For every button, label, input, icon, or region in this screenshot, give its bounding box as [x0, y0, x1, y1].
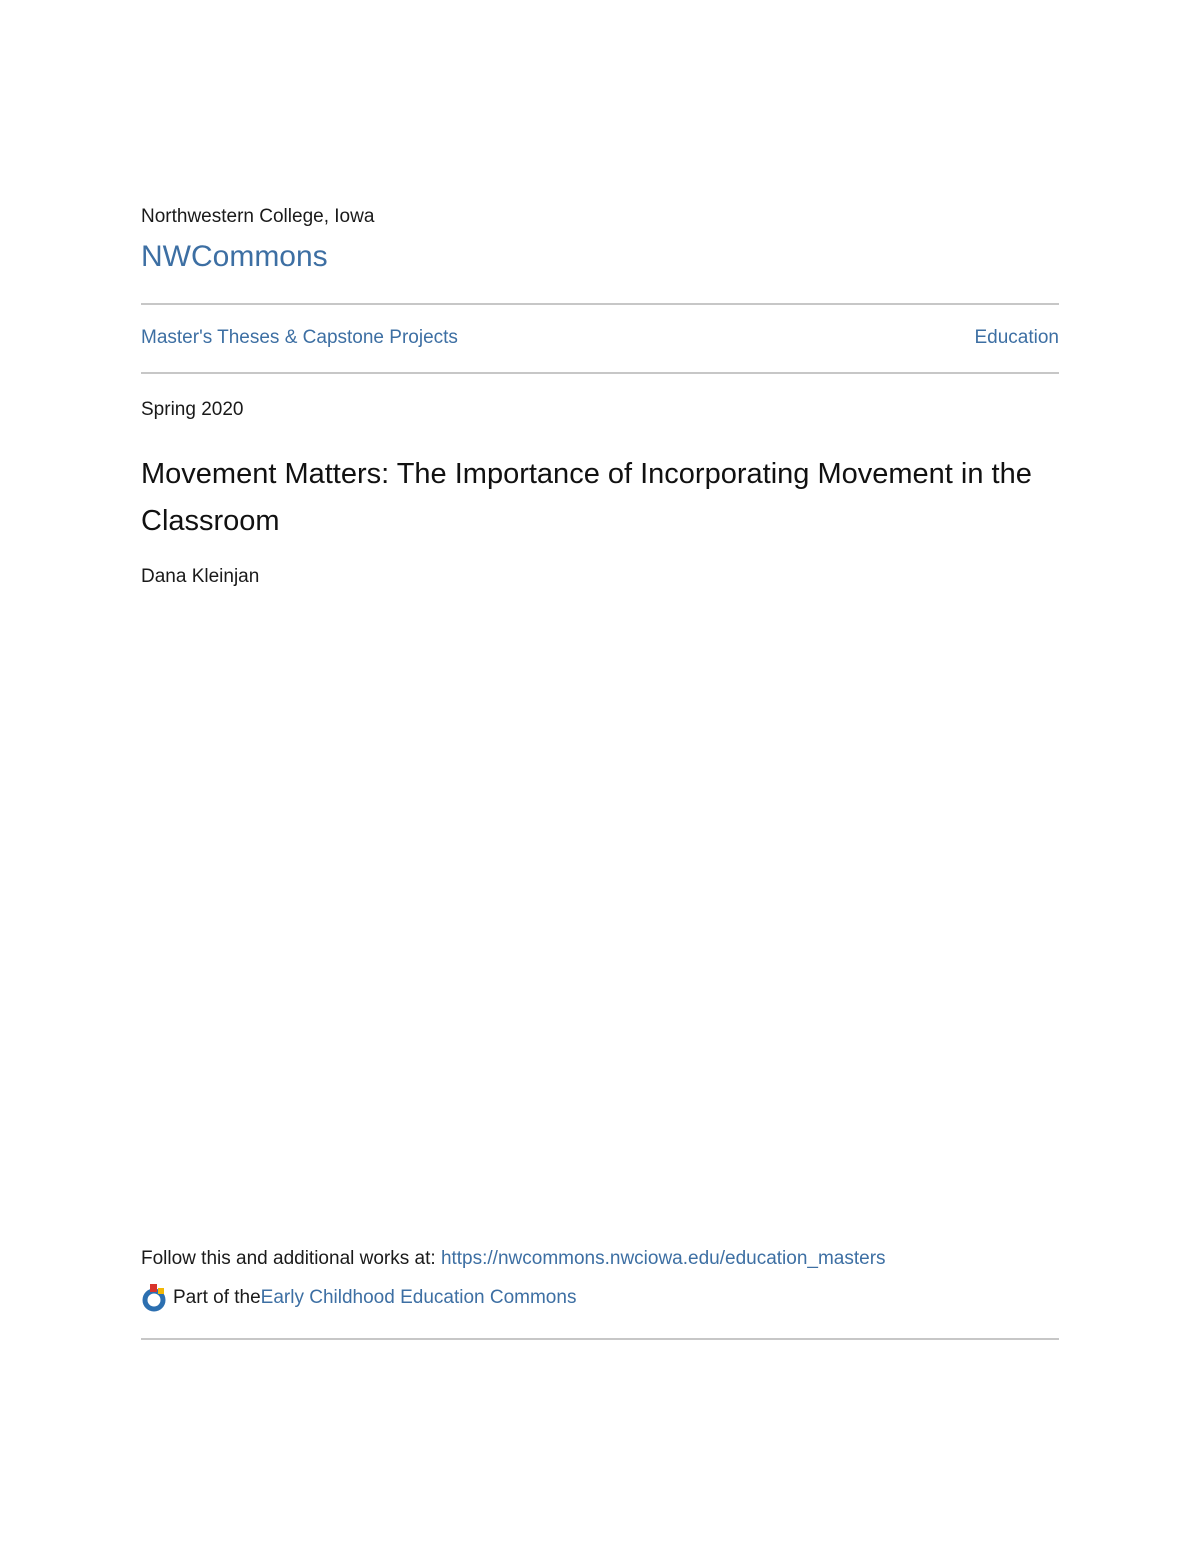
follow-url-link[interactable]: https://nwcommons.nwciowa.edu/education_masters	[440, 1248, 886, 1269]
institution-name: Northwestern College, Iowa	[141, 206, 375, 227]
divider-bottom	[141, 1338, 1059, 1340]
follow-prefix: Follow this and additional works at:	[141, 1248, 441, 1269]
network-icon	[141, 1283, 169, 1313]
cover-page	[141, 0, 1059, 1553]
part-of-prefix: Part of the	[173, 1287, 261, 1308]
author-name: Dana Kleinjan	[141, 566, 260, 587]
divider-nav	[141, 372, 1059, 374]
follow-line	[141, 1248, 886, 1270]
repository-link[interactable]: NWCommons	[141, 240, 328, 273]
document-title: Movement Matters: The Importance of Incorporating Movement in the Classroom	[141, 458, 1032, 537]
commons-link[interactable]: Early Childhood Education Commons	[260, 1287, 577, 1308]
publication-date: Spring 2020	[141, 399, 244, 420]
collection-link[interactable]: Master's Theses & Capstone Projects	[141, 327, 458, 348]
part-of-line	[141, 1283, 576, 1313]
divider-top	[141, 303, 1059, 305]
department-link[interactable]: Education	[974, 327, 1059, 348]
